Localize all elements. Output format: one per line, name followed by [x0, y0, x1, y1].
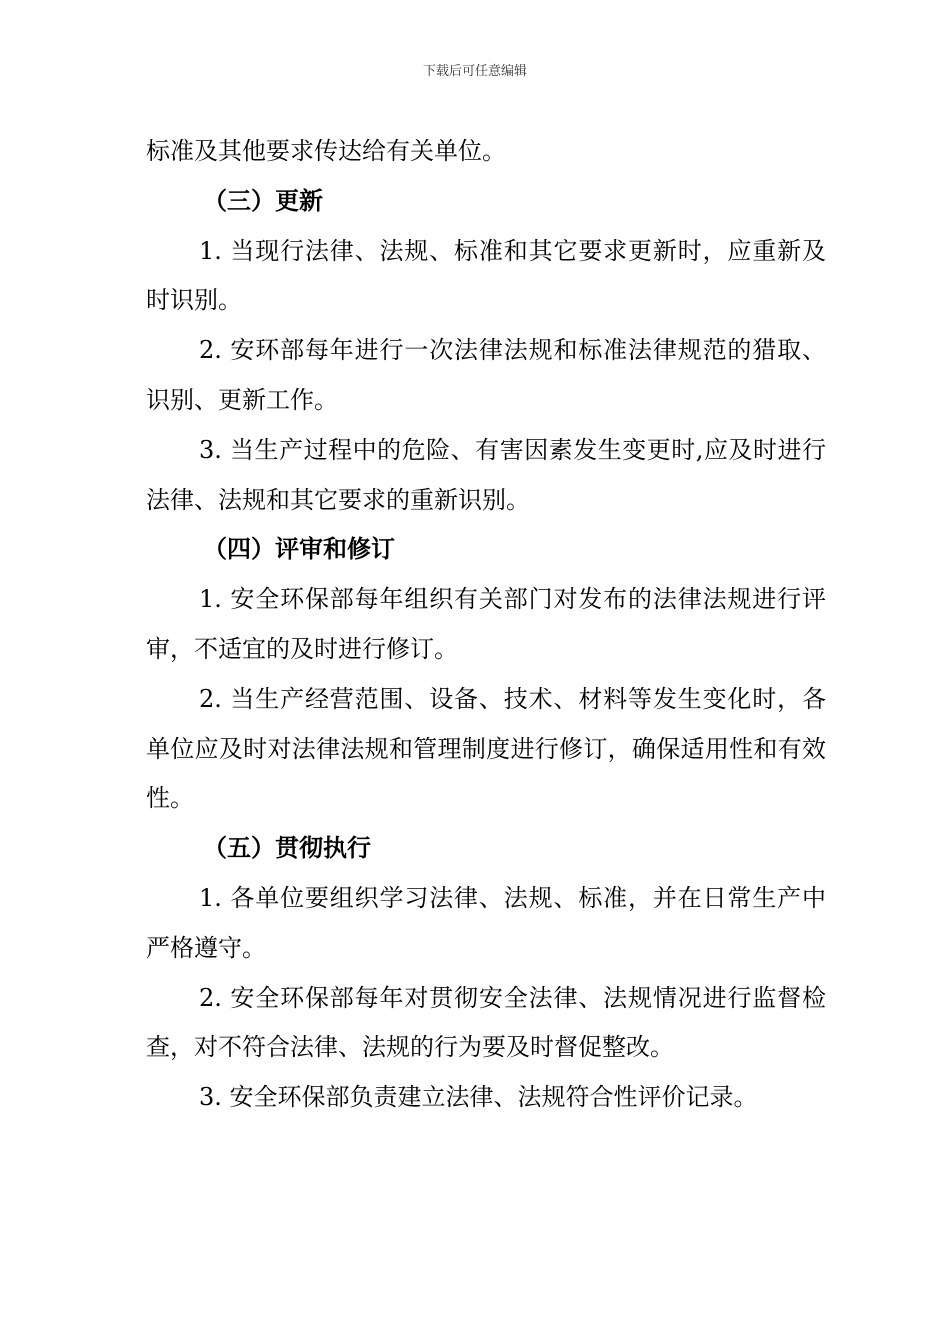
paragraph-review-1: 1. 安全环保部每年组织有关部门对发布的法律法规进行评审，不适宜的及时进行修订。 [146, 585, 826, 663]
paragraph-implementation-3: 3. 安全环保部负责建立法律、法规符合性评价记录。 [199, 1083, 758, 1112]
section-heading-implementation: （五）贯彻执行 [203, 834, 371, 863]
paragraph-update-2: 2. 安环部每年进行一次法律法规和标准法律规范的猎取、识别、更新工作。 [146, 336, 826, 414]
paragraph-review-2: 2. 当生产经营范围、设备、技术、材料等发生变化时，各单位应及时对法律法规和管理制度进行修订，确保适用性和有效性。 [146, 684, 826, 813]
paragraph-update-3: 3. 当生产过程中的危险、有害因素发生变更时,应及时进行法律、法规和其它要求的重新识别。 [146, 435, 826, 514]
paragraph-continuation: 标准及其他要求传达给有关单位。 [146, 137, 506, 165]
section-heading-review: （四）评审和修订 [203, 535, 395, 564]
paragraph-implementation-2: 2. 安全环保部每年对贯彻安全法律、法规情况进行监督检查，对不符合法律、法规的行为要及时督促整改。 [146, 983, 826, 1062]
paragraph-implementation-1: 1. 各单位要组织学习法律、法规、标准，并在日常生产中严格遵守。 [146, 883, 826, 962]
paragraph-update-1: 1. 当现行法律、法规、标准和其它要求更新时，应重新及时识别。 [146, 236, 826, 315]
section-heading-update: （三）更新 [203, 186, 323, 215]
page-header-note: 下载后可任意编辑 [422, 64, 527, 79]
document-body [146, 127, 826, 1123]
